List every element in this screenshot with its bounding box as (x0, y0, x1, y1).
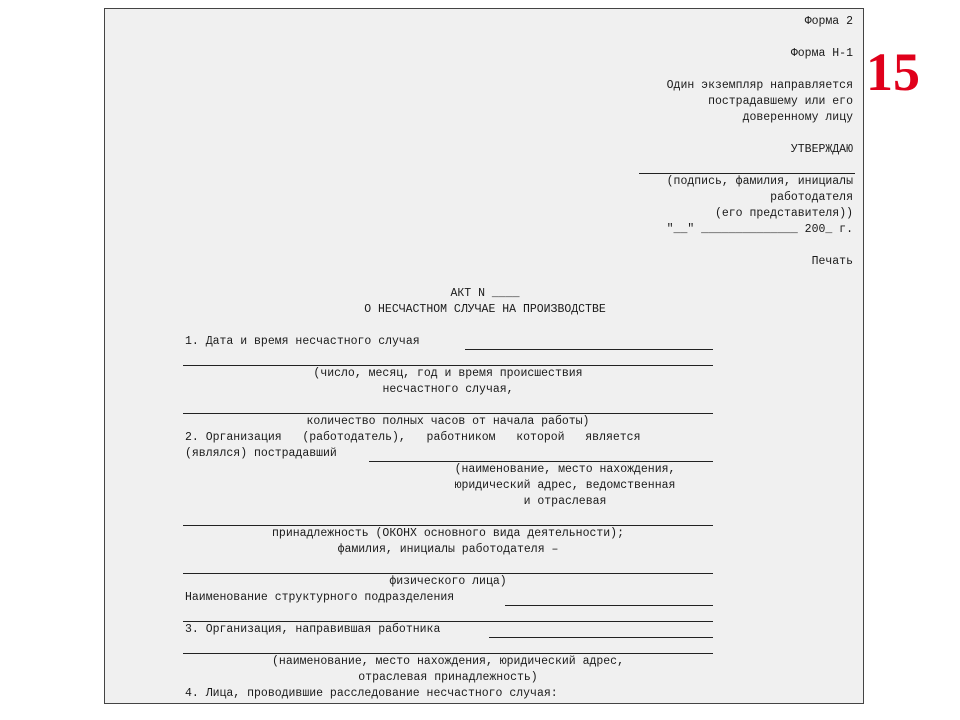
copy-note-line-3: доверенному лицу (742, 111, 853, 124)
item-2-cont: (являлся) пострадавший (185, 447, 337, 460)
item-2-hint-5: фамилия, инициалы работодателя – (337, 543, 559, 556)
copy-note-line-2: пострадавшему или его (708, 95, 853, 108)
item-2-hint-2: юридический адрес, ведомственная (454, 479, 676, 492)
signature-caption-1: (подпись, фамилия, инициалы (666, 175, 853, 188)
form-2-label: Форма 2 (804, 15, 853, 28)
slide-number: 15 (866, 42, 920, 102)
subdivision-label: Наименование структурного подразделения (185, 591, 455, 604)
item-1-hint-1: (число, месяц, год и время происшествия (313, 367, 583, 380)
signature-caption-3: (его представителя)) (714, 207, 853, 220)
item-2-field-2 (183, 525, 713, 526)
act-subtitle: О НЕСЧАСТНОМ СЛУЧАЕ НА ПРОИЗВОДСТВЕ (364, 303, 606, 316)
item-1-field-3 (183, 413, 713, 414)
form-sheet (104, 8, 864, 704)
subdivision-field (505, 605, 713, 606)
seal-label: Печать (811, 255, 853, 268)
item-2-field-3 (183, 573, 713, 574)
item-1-hint-3: количество полных часов от начала работы) (306, 415, 590, 428)
copy-note-line-1: Один экземпляр направляется (666, 79, 853, 92)
item-1-label: 1. Дата и время несчастного случая (185, 335, 420, 348)
item-2-field (369, 461, 713, 462)
item-4-label: 4. Лица, проводившие расследование несчастного случая: (185, 687, 558, 700)
form-n1-label: Форма Н-1 (790, 47, 853, 60)
item-3-label: 3. Организация, направившая работника (185, 623, 441, 636)
item-2-label: 2. Организация (работодатель), работником которой является (185, 431, 641, 444)
item-2-hint-3: и отраслевая (523, 495, 607, 508)
item-3-hint-1: (наименование, место нахождения, юридический адрес, (272, 655, 624, 668)
act-title: АКТ N ____ (450, 287, 520, 300)
item-2-hint-6: физического лица) (389, 575, 507, 588)
signature-caption-2: работодателя (770, 191, 853, 204)
subdivision-field-2 (183, 621, 713, 622)
item-2-hint-1: (наименование, место нахождения, (454, 463, 676, 476)
item-1-hint-2: несчастного случая, (382, 383, 514, 396)
item-1-field-2 (183, 365, 713, 366)
item-3-field-2 (183, 653, 713, 654)
date-line: "__" ______________ 200_ г. (666, 223, 853, 236)
signature-line (639, 173, 855, 174)
item-3-field (489, 637, 713, 638)
approve-label: УТВЕРЖДАЮ (790, 143, 853, 156)
item-1-field (465, 349, 713, 350)
item-3-hint-2: отраслевая принадлежность) (358, 671, 538, 684)
item-2-hint-4: принадлежность (ОКОНХ основного вида деятельности); (272, 527, 624, 540)
